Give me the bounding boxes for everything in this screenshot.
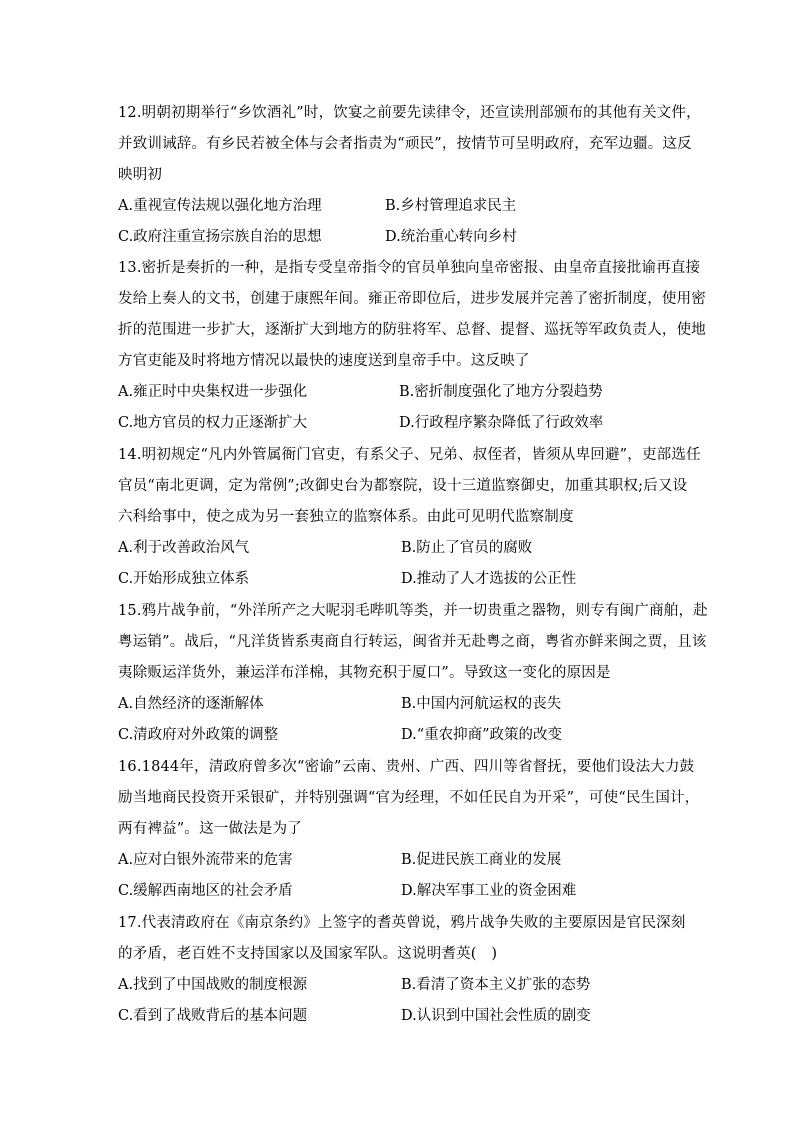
question-stem-line: 的矛盾，老百姓不支持国家以及国家军队。这说明耆英( ) xyxy=(118,946,498,962)
question-stem-line: 方官吏能及时将地方情况以最快的速度送到皇帝手中。这反映了 xyxy=(118,353,530,369)
option-d: D.解决军事工业的资金困难 xyxy=(401,883,577,899)
option-c: C.地方官员的权力正逐渐扩大 xyxy=(118,415,308,431)
question-stem-line: 16.1844年，清政府曾多次“密谕”云南、贵州、广西、四川等省督抚，要他们设法大力鼓 xyxy=(118,759,695,775)
option-a: A.重视宣传法规以强化地方治理 xyxy=(118,198,322,214)
question-stem-line: 六科给事中，使之成为另一套独立的监察体系。由此可见明代监察制度 xyxy=(118,509,574,525)
option-row xyxy=(118,191,678,222)
option-b: B.促进民族工商业的发展 xyxy=(401,852,562,868)
option-row xyxy=(118,222,678,253)
option-b: B.乡村管理追求民主 xyxy=(385,198,517,214)
option-row xyxy=(118,720,678,751)
question-stem-line: 励当地商民投资开采银矿，并特别强调“官为经理，不如任民自为开采”，可使“民生国计， xyxy=(118,790,700,806)
question-14 xyxy=(118,440,701,595)
question-stem-line: 粤运销”。战后，“凡洋货皆系夷商自行转运，闽省并无赴粤之商，粤省亦鲜来闽之贾，且该 xyxy=(118,634,707,650)
question-15 xyxy=(118,596,708,751)
option-d: D.认识到中国社会性质的剧变 xyxy=(401,1008,591,1024)
question-stem-line: 17.代表清政府在《南京条约》上签字的耆英曾说，鸦片战争失败的主要原因是官民深刻 xyxy=(118,915,686,931)
question-17 xyxy=(118,908,686,1032)
option-row xyxy=(118,689,678,720)
question-stem-line: 并致训诫辞。有乡民若被全体与会者指责为“顽民”，按情节可呈明政府，充军边疆。这反 xyxy=(118,136,692,152)
question-16 xyxy=(118,752,700,907)
option-row xyxy=(118,970,678,1001)
option-a: A.应对白银外流带来的危害 xyxy=(118,852,293,868)
option-b: B.密折制度强化了地方分裂趋势 xyxy=(399,384,603,400)
option-a: A.找到了中国战败的制度根源 xyxy=(118,977,308,993)
question-stem-line: 官员“南北更调，定为常例”;改御史台为都察院，设十三道监察御史，加重其职权;后又设 xyxy=(118,478,688,494)
question-stem-line: 13.密折是奏折的一种，是指专受皇帝指令的官员单独向皇帝密报、由皇帝直接批谕再直接 xyxy=(118,260,701,276)
option-row xyxy=(118,845,678,876)
option-a: A.雍正时中央集权进一步强化 xyxy=(118,384,308,400)
question-stem-line: 两有裨益”。这一做法是为了 xyxy=(118,821,303,837)
question-stem-line: 12.明朝初期举行“乡饮酒礼”时，饮宴之前要先读律令，还宣读刑部颁布的其他有关文件， xyxy=(118,105,701,121)
option-a: A.利于改善政治风气 xyxy=(118,540,250,556)
option-d: D.“重农抑商”政策的改变 xyxy=(401,727,563,743)
option-b: B.中国内河航运权的丧失 xyxy=(401,696,562,712)
option-row xyxy=(118,564,678,595)
option-d: D.统治重心转向乡村 xyxy=(385,229,517,245)
option-a: A.自然经济的逐渐解体 xyxy=(118,696,264,712)
option-c: C.看到了战败背后的基本问题 xyxy=(118,1008,308,1024)
option-c: C.政府注重宣扬宗族自治的思想 xyxy=(118,229,322,245)
option-row xyxy=(118,377,678,408)
option-row xyxy=(118,876,678,907)
option-b: B.防止了官员的腐败 xyxy=(401,540,533,556)
question-stem-line: 夷除贩运洋货外，兼运洋布洋棉，其物充积于厦口”。导致这一变化的原因是 xyxy=(118,665,611,681)
option-c: C.开始形成独立体系 xyxy=(118,571,250,587)
option-c: C.清政府对外政策的调整 xyxy=(118,727,279,743)
option-row xyxy=(118,533,678,564)
option-row xyxy=(118,1001,678,1032)
option-row xyxy=(118,408,678,439)
question-stem-line: 15.鸦片战争前，“外洋所产之大呢羽毛哔叽等类，并一切贵重之器物，则专有闽广商舶，赴 xyxy=(118,603,708,619)
option-d: D.行政程序繁杂降低了行政效率 xyxy=(399,415,604,431)
question-stem-line: 映明初 xyxy=(118,167,163,183)
option-c: C.缓解西南地区的社会矛盾 xyxy=(118,883,293,899)
option-b: B.看清了资本主义扩张的态势 xyxy=(401,977,591,993)
question-13 xyxy=(118,253,706,439)
question-stem-line: 发给上奏人的文书，创建于康熙年间。雍正帝即位后，进步发展并完善了密折制度，使用密 xyxy=(118,291,706,307)
question-stem-line: 14.明初规定“凡内外管属衙门官吏，有系父子、兄弟、叔侄者，皆须从卑回避”，吏部选任 xyxy=(118,447,701,463)
option-d: D.推动了人才选拔的公正性 xyxy=(401,571,577,587)
question-stem-line: 折的范围进一步扩大，逐渐扩大到地方的防驻将军、总督、提督、巡抚等军政负责人，使地 xyxy=(118,322,706,338)
question-12 xyxy=(118,98,701,253)
